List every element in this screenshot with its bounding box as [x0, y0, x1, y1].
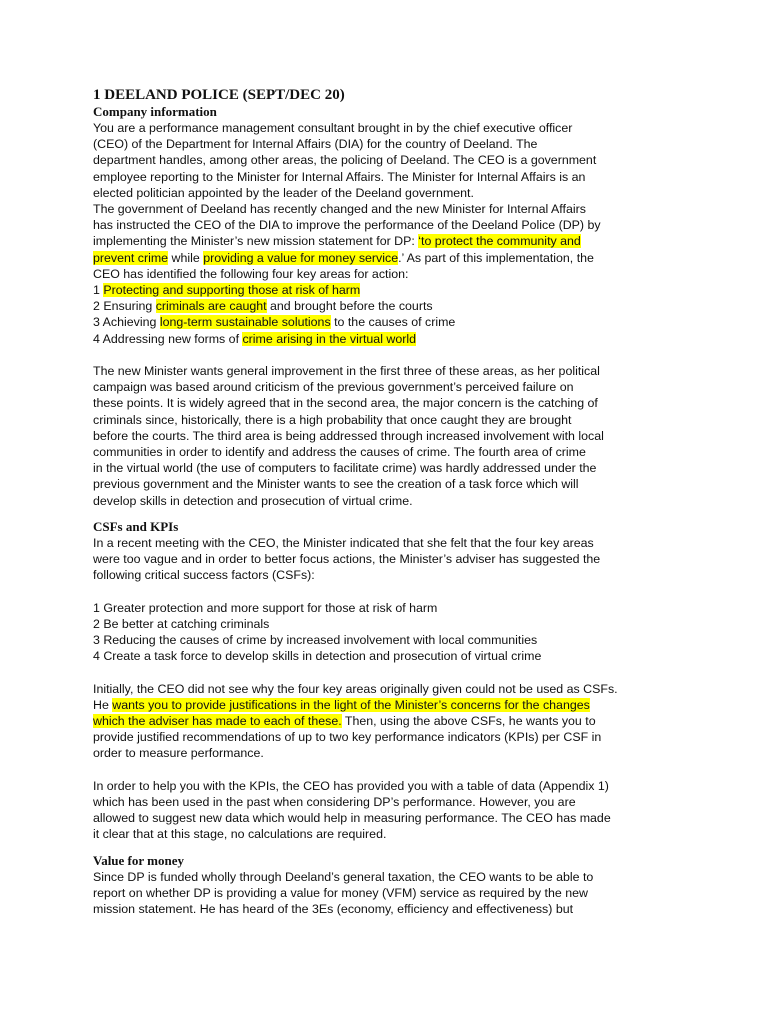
- text-line: Initially, the CEO did not see why the four key areas originally given could not be used as CSFs.: [93, 681, 618, 696]
- text-line: communities in order to identify and address the causes of crime. The fourth area of crime: [93, 445, 586, 460]
- text-line: campaign was based around criticism of the previous government’s perceived failure on: [93, 380, 574, 395]
- text-line: these points. It is widely agreed that in the second area, the major concern is the catching of: [93, 396, 598, 411]
- list-number: 3: [93, 315, 103, 330]
- highlighted-text: crime arising in the virtual world: [242, 331, 416, 346]
- document-title: 1 DEELAND POLICE (SEPT/DEC 20): [93, 87, 345, 103]
- text-line: [93, 250, 633, 266]
- text-line: [93, 233, 633, 249]
- text-line: in the virtual world (the use of computers to facilitate crime) was hardly addressed under the: [93, 461, 597, 476]
- text-line: Since DP is funded wholly through Deeland’s general taxation, the CEO wants to be able to: [93, 869, 594, 884]
- paragraph-csf-intro: [93, 535, 633, 584]
- text-run: .’ As part of this implementation, the: [398, 250, 594, 265]
- text-run: Achieving: [102, 315, 160, 330]
- document-page: [93, 86, 633, 917]
- text-line: mission statement. He has heard of the 3Es (economy, efficiency and effectiveness) but: [93, 902, 574, 917]
- text-line: elected politician appointed by the leader of the Deeland government.: [93, 185, 474, 200]
- paragraph-mission-statement: [93, 201, 633, 282]
- paragraph-vfm: [93, 869, 633, 918]
- section-heading-value-for-money: Value for money: [93, 852, 184, 868]
- text-run: Addressing new forms of: [102, 331, 243, 346]
- text-line: [93, 713, 633, 729]
- paragraph-intro: [93, 120, 633, 201]
- text-line: order to measure performance.: [93, 746, 264, 761]
- text-line: which has been used in the past when considering DP’s performance. However, you are: [93, 795, 576, 810]
- text-run: to the causes of crime: [330, 315, 456, 330]
- text-line: has instructed the CEO of the DIA to improve the performance of the Deeland Police (DP) by: [93, 218, 601, 233]
- text-line: In order to help you with the KPIs, the CEO has provided you with a table of data (Appendix 1): [93, 778, 609, 793]
- highlighted-text: criminals are caught: [155, 299, 267, 314]
- text-run: and brought before the courts: [266, 299, 433, 314]
- text-line: previous government and the Minister wants to see the creation of a task force which will: [93, 477, 579, 492]
- text-line: were too vague and in order to better focus actions, the Minister’s adviser has suggested the: [93, 552, 601, 567]
- list-item: [93, 314, 633, 330]
- text-line: employee reporting to the Minister for Internal Affairs. The Minister for Internal Affairs is an: [93, 169, 586, 184]
- section-heading-csfs-and-kpis: CSFs and KPIs: [93, 518, 179, 534]
- highlighted-text: ‘to protect the community and: [418, 234, 581, 249]
- text-line: report on whether DP is providing a value for money (VFM) service as required by the new: [93, 885, 588, 900]
- highlighted-text: long-term sustainable solutions: [159, 315, 331, 330]
- list-item: [93, 298, 633, 314]
- list-item: 4 Create a task force to develop skills in detection and prosecution of virtual crime: [93, 649, 542, 664]
- text-line: (CEO) of the Department for Internal Affairs (DIA) for the country of Deeland. The: [93, 137, 538, 152]
- text-line: department handles, among other areas, the policing of Deeland. The CEO is a government: [93, 153, 597, 168]
- text-line: following critical success factors (CSFs):: [93, 568, 315, 583]
- list-item: [93, 282, 633, 298]
- text-line: before the courts. The third area is being addressed through increased involvement with local: [93, 428, 604, 443]
- text-line: The government of Deeland has recently changed and the new Minister for Internal Affairs: [93, 202, 586, 217]
- paragraph-spacer: [93, 347, 633, 363]
- csf-list: [93, 600, 633, 665]
- list-item: [93, 331, 633, 347]
- highlighted-text: Protecting and supporting those at risk of harm: [103, 283, 361, 298]
- text-line: CEO has identified the following four key areas for action:: [93, 266, 409, 281]
- list-item: 3 Reducing the causes of crime by increased involvement with local communities: [93, 633, 538, 648]
- paragraph-csf-requirements: [93, 681, 633, 762]
- text-run: implementing the Minister’s new mission statement for DP:: [93, 234, 419, 249]
- list-number: 4: [93, 331, 103, 346]
- paragraph-spacer: [93, 509, 633, 519]
- text-line: You are a performance management consultant brought in by the chief executive officer: [93, 121, 573, 135]
- text-line: provide justified recommendations of up to two key performance indicators (KPIs) per CSF in: [93, 730, 602, 745]
- key-areas-list: [93, 282, 633, 347]
- text-line: develop skills in detection and prosecution of virtual crime.: [93, 493, 413, 508]
- paragraph-kpi-data: [93, 778, 633, 843]
- text-line: criminals since, historically, there is a high probability that once caught they are brought: [93, 412, 572, 427]
- text-line: [93, 697, 633, 713]
- text-run: Ensuring: [103, 299, 156, 314]
- list-item: 1 Greater protection and more support for those at risk of harm: [93, 600, 438, 615]
- highlighted-text: prevent crime: [93, 250, 169, 265]
- highlighted-text: which the adviser has made to each of these.: [93, 714, 342, 729]
- highlighted-text: wants you to provide justifications in the light of the Minister’s concerns for the changes: [112, 697, 590, 712]
- text-line: it clear that at this stage, no calculations are required.: [93, 827, 387, 842]
- highlighted-text: providing a value for money service: [203, 250, 399, 265]
- paragraph-spacer: [93, 762, 633, 778]
- list-number: 1: [93, 283, 104, 298]
- text-line: The new Minister wants general improvement in the first three of these areas, as her political: [93, 364, 600, 379]
- text-line: allowed to suggest new data which would help in measuring performance. The CEO has made: [93, 811, 611, 826]
- paragraph-spacer: [93, 843, 633, 853]
- text-run: while: [168, 250, 204, 265]
- paragraph-minister-priorities: [93, 363, 633, 509]
- text-run: He: [93, 697, 113, 712]
- list-item: 2 Be better at catching criminals: [93, 616, 270, 631]
- text-line: In a recent meeting with the CEO, the Minister indicated that she felt that the four key areas: [93, 535, 594, 550]
- paragraph-spacer: [93, 664, 633, 680]
- section-heading-company-information: Company information: [93, 104, 217, 119]
- text-run: Then, using the above CSFs, he wants you to: [341, 714, 596, 729]
- list-number: 2: [93, 299, 104, 314]
- paragraph-spacer: [93, 583, 633, 599]
